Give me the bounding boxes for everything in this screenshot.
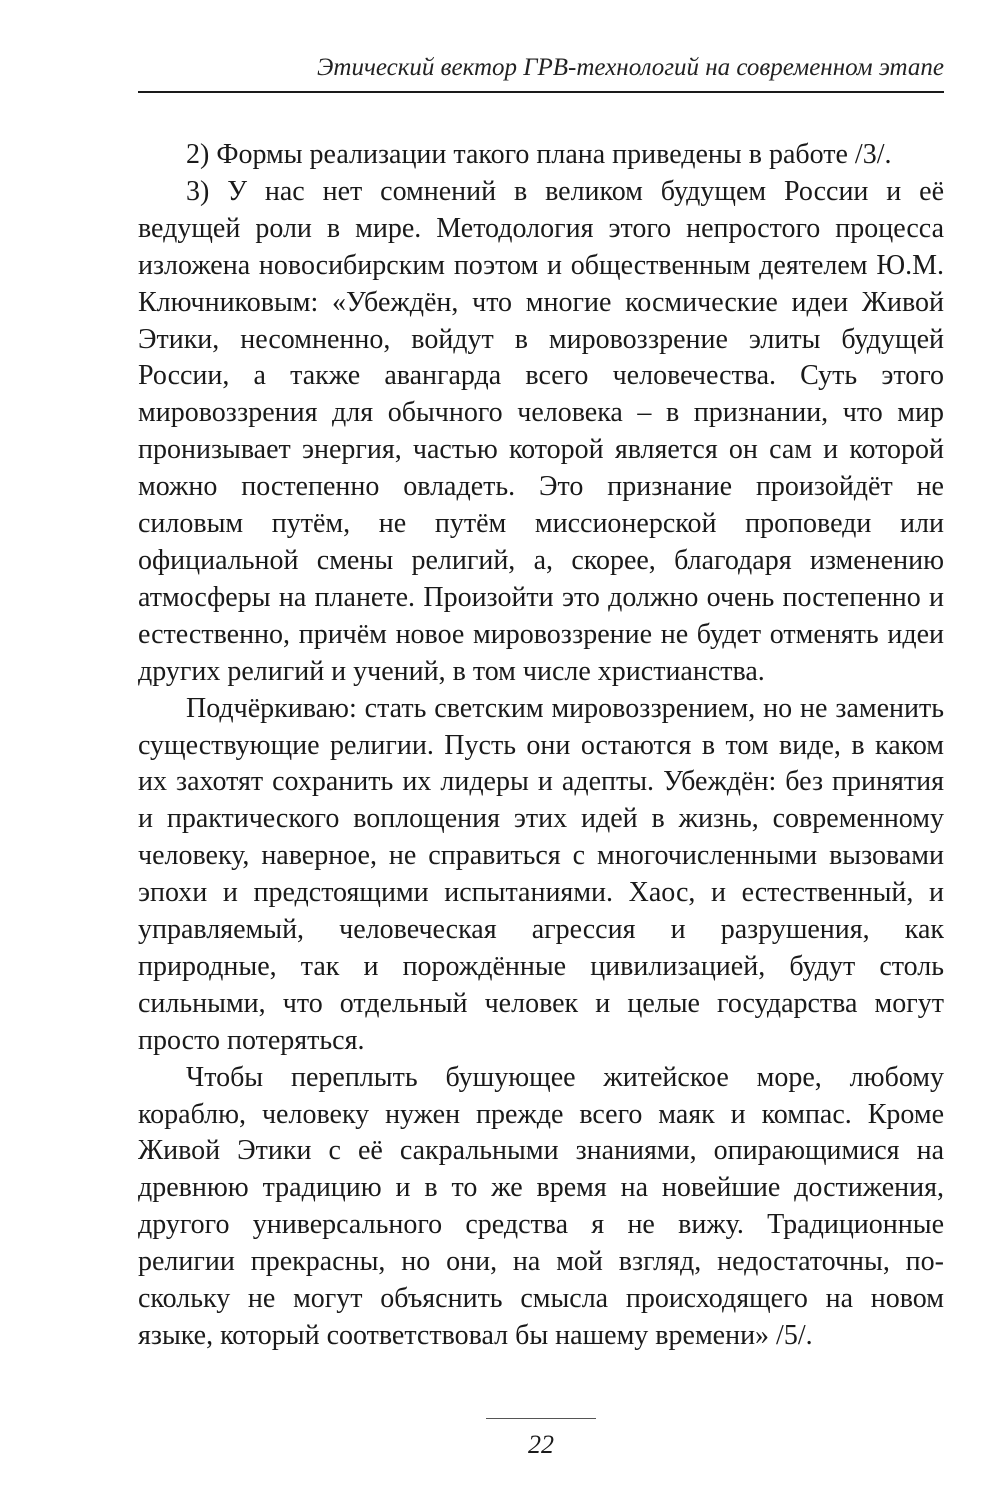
header-divider [138,91,944,93]
page-number: 22 [528,1430,554,1459]
paragraph-1: 2) Формы реализации такого плана приведены в работе /3/. [186,139,892,170]
paragraph-4: Чтобы переплыть бушующее житейское море, любому кораблю, человеку нужен прежде всего маяк и компас. Кроме Живой Этики с её сакральными знаниями, опирающимися на древнюю традицию и в то же время на новейшие достижения, другого универсального средства я не вижу. Традиционные религии прекрасны, но они, на мой взгляд, недостаточны, поскольку не могут объяснить смысла происходящего на новом языке, который соответствовал бы нашему времени» /5/. [138,1061,944,1351]
footer-divider [486,1418,596,1419]
paragraph-3: Подчёркиваю: стать светским мировоззрением, но не заменить существующие религии. Пусть они остаются в том виде, в каком их захотят сохранить их лидеры и адепты. Убеждён: без принятия и практического воплощения этих идей в жизнь, современному человеку, наверное, не справиться с многочисленными вызовами эпохи и предстоящими испытаниями. Хаос, и естественный, и управляемый, человеческая агрессия и разрушения, как природные, так и порождённые цивилизацией, будут столь сильными, что отдельный человек и целые государства могут просто потеряться. [138,692,944,1056]
paragraph-2: 3) У нас нет сомнений в великом будущем России и её ведущей роли в мире. Методология этого непростого процесса изложена новосибирским поэтом и общественным деятелем Ю.М. Ключниковым: «Убеждён, что многие космические идеи Живой Этики, несомненно, войдут в мировоззрение элиты будущей России, а также авангарда всего человечества. Суть этого мировоззрения для обычного человека – в признании, что мир пронизывает энергия, частью которой является он сам и которой можно постепенно овладеть. Это признание произойдёт не силовым путём, не путём миссионерской проповеди или официальной смены религий, а, скорее, благодаря изменению атмосферы на планете. Произойти это должно очень постепенно и естественно, причём новое мировоззрение не будет отменять идеи других религий и учений, в том числе христианства. [138,175,944,687]
body-text [138,137,944,1355]
running-header: Этический вектор ГРВ-технологий на современном этапе [317,54,944,81]
